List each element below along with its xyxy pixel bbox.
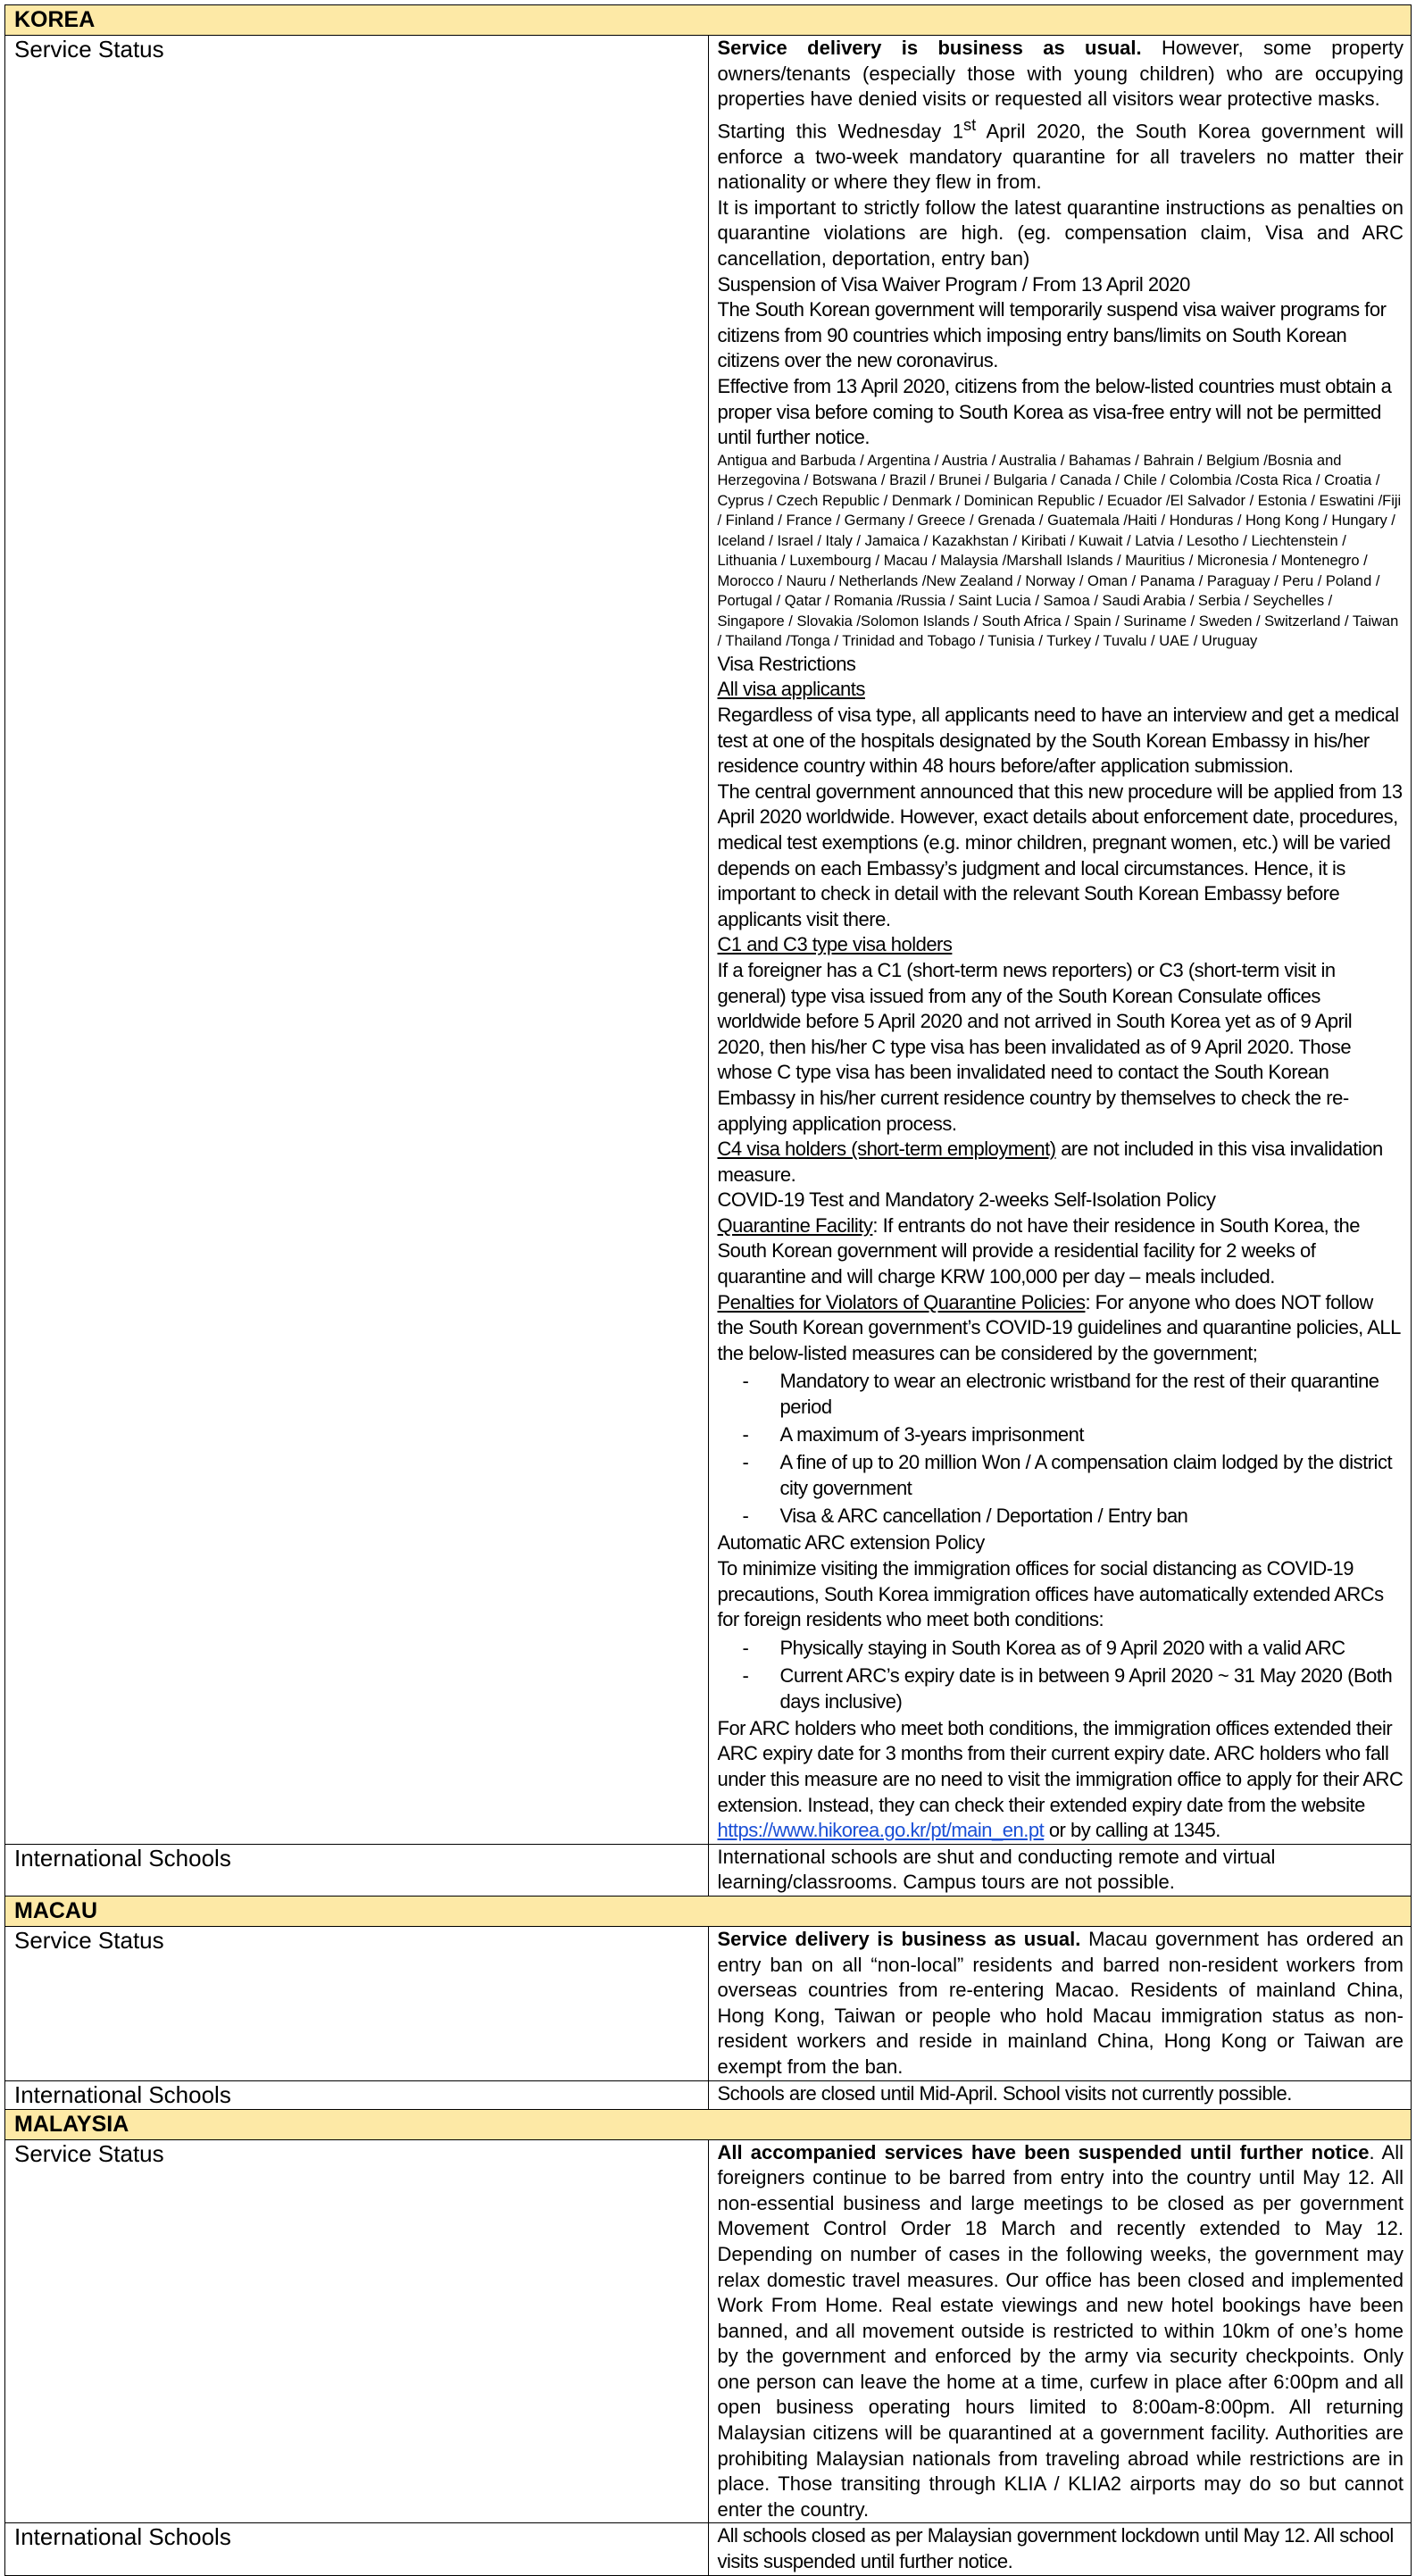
macau-service-content xyxy=(708,1926,1412,2080)
korea-subheading-arc-extension: Automatic ARC extension Policy xyxy=(717,1531,985,1555)
korea-subheading-c1-c3: C1 and C3 type visa holders xyxy=(717,933,953,956)
list-item-text: A fine of up to 20 million Won / A compensation claim lodged by the district city government xyxy=(779,1451,1393,1500)
international-schools-label: International Schools xyxy=(5,2523,709,2575)
list-item xyxy=(743,1368,1404,1420)
korea-para-1 xyxy=(718,36,1404,113)
conditions-list xyxy=(718,1635,1404,1714)
list-item xyxy=(743,1663,1404,1714)
korea-para-6: Effective from 13 April 2020, citizens from the below-listed countries must obtain a proper visa before coming to South Korea as visa-free entry will not be permitted until further notice. xyxy=(717,375,1392,449)
korea-schools-row xyxy=(5,1844,1412,1896)
korea-para-18: To minimize visiting the immigration offices for social distancing as COVID-19 precautions, South Korea immigration offices have automatically extended ARCs for foreign residents who meet both conditions: xyxy=(717,1557,1384,1631)
korea-subheading-covid-test: COVID-19 Test and Mandatory 2-weeks Self-Isolation Policy xyxy=(717,1188,1216,1212)
para-text: are not included in this visa invalidation measure. xyxy=(717,1138,1383,1186)
para-text: However, some property owners/tenants (especially those with young children) who are occupying properties have denied visits or requested all visitors wear protective masks. xyxy=(717,37,1404,111)
country-status-table xyxy=(4,4,1412,2576)
list-item-text: Mandatory to wear an electronic wristband for the rest of their quarantine period xyxy=(779,1370,1379,1419)
dash-bullet: - xyxy=(742,1663,749,1687)
korea-subheading-visa-restrictions: Visa Restrictions xyxy=(717,652,856,675)
macau-service-row xyxy=(5,1926,1412,2080)
korea-para-16 xyxy=(718,1290,1404,1367)
korea-para-13 xyxy=(718,1137,1404,1188)
para-text: . All foreigners continue to be barred from entry into the country until May 12. All non-essential business and large meetings to be closed as per government Movement Control Order 18 March and recently extended to May 12. Depending on number of cases in the following weeks, the government may relax domestic travel measures. Our office has been closed and implemented Work From Home. Real estate viewings and new hotel bookings have been banned, and all movement outside is restricted to within 10km of one’s home by the government and enforced by the army via security checkpoints. Only one person can leave the home at a time, curfew in place after 6:00pm and all open business operating hours limited to 8:00am-8:00pm. All returning Malaysian citizens will be quarantined at a government facility. Authorities are prohibiting Malaysian nationals from traveling abroad while restrictions are in place. Those transiting through KLIA / KLIA2 airports may do so but cannot enter the country. xyxy=(717,2140,1404,2521)
korea-para-12: If a foreigner has a C1 (short-term news reporters) or C3 (short-term visit in general) type visa issued from any of the South Korean Consulate offices worldwide before 5 April 2020 and not arrived in South Korea yet as of 9 April 2020, then his/her C type visa has been invalidated as of 9 April 2020. Those whose C type visa has been invalidated need to contact the South Korean Embassy in his/her current residence country by themselves to check the re-applying application process. xyxy=(717,958,1353,1135)
list-item-text: Visa & ARC cancellation / Deportation / Entry ban xyxy=(779,1505,1188,1528)
para-text: : If entrants do not have their residence in South Korea, the South Korean government will provide a residential facility for 2 weeks of quarantine and will charge KRW 100,000 per day – meals included. xyxy=(717,1213,1360,1288)
international-schools-label: International Schools xyxy=(5,2080,709,2109)
underlined-term: Quarantine Facility xyxy=(717,1213,873,1237)
korea-service-content xyxy=(708,36,1412,1845)
malaysia-schools-content: All schools closed as per Malaysian government lockdown until May 12. All school visits suspended until further notice. xyxy=(708,2523,1412,2575)
korea-para-5: The South Korean government will temporarily suspend visa waiver programs for citizens from 90 countries which imposing entry bans/limits on South Korean citizens over the new coronavirus. xyxy=(717,298,1387,372)
malaysia-service-content xyxy=(708,2139,1412,2523)
korea-para-3: It is important to strictly follow the latest quarantine instructions as penalties on quarantine violations are high. (eg. compensation claim, Visa and ARC cancellation, deportation, entry ban) xyxy=(717,196,1404,271)
list-item xyxy=(743,1503,1404,1529)
para-text: : For anyone who does NOT follow the South Korean government’s COVID-19 guidelines and quarantine policies, ALL the below-listed measures can be considered by the government; xyxy=(717,1290,1401,1364)
service-status-label: Service Status xyxy=(5,36,709,1845)
para-text: Starting this Wednesday 1 xyxy=(717,120,964,143)
dash-bullet: - xyxy=(742,1370,749,1393)
korea-para-15 xyxy=(718,1213,1404,1290)
country-name: KOREA xyxy=(5,5,1412,36)
underlined-term: C4 visa holders (short-term employment) xyxy=(717,1138,1056,1161)
ordinal-suffix: st xyxy=(963,114,977,134)
list-item xyxy=(743,1449,1404,1501)
korea-para-9: Regardless of visa type, all applicants need to have an interview and get a medical test at one of the hospitals designated by the South Korean Embassy in his/her residence country within 48 hours before/after application submission. xyxy=(717,704,1399,778)
underlined-term: Penalties for Violators of Quarantine Policies xyxy=(717,1290,1086,1313)
country-list: Antigua and Barbuda / Argentina / Austria / Australia / Bahamas / Bahrain / Belgium /Bosnia and Herzegovina / Botswana / Brazil / Brunei / Bulgaria / Canada / Chile / Colombia /Costa Rica / Croatia / Cyprus / Czech Republic / Denmark / Dominican Republic / Ecuador /El Salvador / Estonia / Eswatini /Fiji / Finland / France / Germany / Greece / Grenada / Guatemala /Haiti / Honduras / Hong Kong / Hungary / Iceland / Israel / Italy / Jamaica / Kazakhstan / Kiribati / Kuwait / Latvia / Lesotho / Liechtenstein / Lithuania / Luxembourg / Macau / Malaysia /Marshall Islands / Mauritius / Micronesia / Montenegro / Morocco / Nauru / Netherlands /New Zealand / Norway / Oman / Panama / Paraguay / Peru / Poland / Portugal / Qatar / Romania /Russia / Saint Lucia / Samoa / Saudi Arabia / Serbia / Seychelles / Singapore / Slovakia /Solomon Islands / South Africa / Spain / Suriname / Sweden / Switzerland / Taiwan / Thailand /Tonga / Trinidad and Tobago / Tunisia / Turkey / Tuvalu / UAE / Uruguay xyxy=(717,452,1402,650)
korea-para-19 xyxy=(718,1716,1404,1844)
international-schools-label: International Schools xyxy=(5,1844,709,1896)
dash-bullet: - xyxy=(742,1636,749,1659)
korea-subheading-visa-waiver: Suspension of Visa Waiver Program / From 13 April 2020 xyxy=(717,272,1190,296)
service-status-label: Service Status xyxy=(5,2139,709,2523)
dash-bullet: - xyxy=(742,1451,749,1474)
list-item xyxy=(743,1635,1404,1661)
malaysia-schools-row xyxy=(5,2523,1412,2575)
para-text: For ARC holders who meet both conditions, the immigration offices extended their ARC expiry date for 3 months from their current expiry date. ARC holders who fall under this measure are no need to visit the immigration office to apply for their ARC extension. Instead, they can check their extended expiry date from the website xyxy=(717,1716,1404,1816)
country-header-korea xyxy=(5,5,1412,36)
status-bold: All accompanied services have been suspended until further notice xyxy=(717,2140,1370,2163)
korea-subheading-all-applicants: All visa applicants xyxy=(717,678,865,701)
list-item-text: A maximum of 3-years imprisonment xyxy=(779,1423,1084,1446)
macau-schools-row xyxy=(5,2080,1412,2109)
hikorea-link[interactable]: https://www.hikorea.go.kr/pt/main_en.pt xyxy=(717,1819,1045,1842)
korea-service-row xyxy=(5,36,1412,1845)
list-item-text: Physically staying in South Korea as of 9 April 2020 with a valid ARC xyxy=(779,1636,1345,1659)
korea-para-10: The central government announced that this new procedure will be applied from 13 April 2020 worldwide. However, exact details about enforcement date, procedures, medical test exemptions (e.g. minor children, pregnant women, etc.) will be varied depends on each Embassy’s judgment and local circumstances. Hence, it is important to check in detail with the relevant South Korean Embassy before applicants visit there. xyxy=(717,779,1403,930)
country-header-macau xyxy=(5,1896,1412,1926)
country-name: MACAU xyxy=(5,1896,1412,1926)
para-text: or by calling at 1345. xyxy=(1044,1819,1220,1842)
dash-bullet: - xyxy=(742,1505,749,1528)
list-item xyxy=(743,1421,1404,1447)
service-status-label: Service Status xyxy=(5,1926,709,2080)
korea-schools-content: International schools are shut and conducting remote and virtual learning/classrooms. Campus tours are not possible. xyxy=(708,1844,1412,1896)
korea-para-2 xyxy=(718,113,1404,196)
dash-bullet: - xyxy=(742,1423,749,1446)
macau-schools-content: Schools are closed until Mid-April. School visits not currently possible. xyxy=(708,2080,1412,2109)
country-header-malaysia xyxy=(5,2109,1412,2139)
penalties-list xyxy=(718,1368,1404,1529)
para-text: April 2020, the South Korea government will enforce a two-week mandatory quarantine for all travelers no matter their nationality or where they flew in from. xyxy=(717,120,1404,194)
status-bold: Service delivery is business as usual. xyxy=(717,1927,1081,1950)
list-item-text: Current ARC’s expiry date is in between 9 April 2020 ~ 31 May 2020 (Both days inclusive) xyxy=(779,1663,1393,1713)
country-name: MALAYSIA xyxy=(5,2109,1412,2139)
malaysia-service-row xyxy=(5,2139,1412,2523)
status-bold: Service delivery is business as usual. xyxy=(717,37,1142,59)
para-text: Macau government has ordered an entry ban on all “non-local” residents and barred non-resident workers from overseas countries from re-entering Macao. Residents of mainland China, Hong Kong, Taiwan or people who hold Macau immigration status as non-resident workers and reside in mainland China, Hong Kong or Taiwan are exempt from the ban. xyxy=(717,1927,1404,2078)
